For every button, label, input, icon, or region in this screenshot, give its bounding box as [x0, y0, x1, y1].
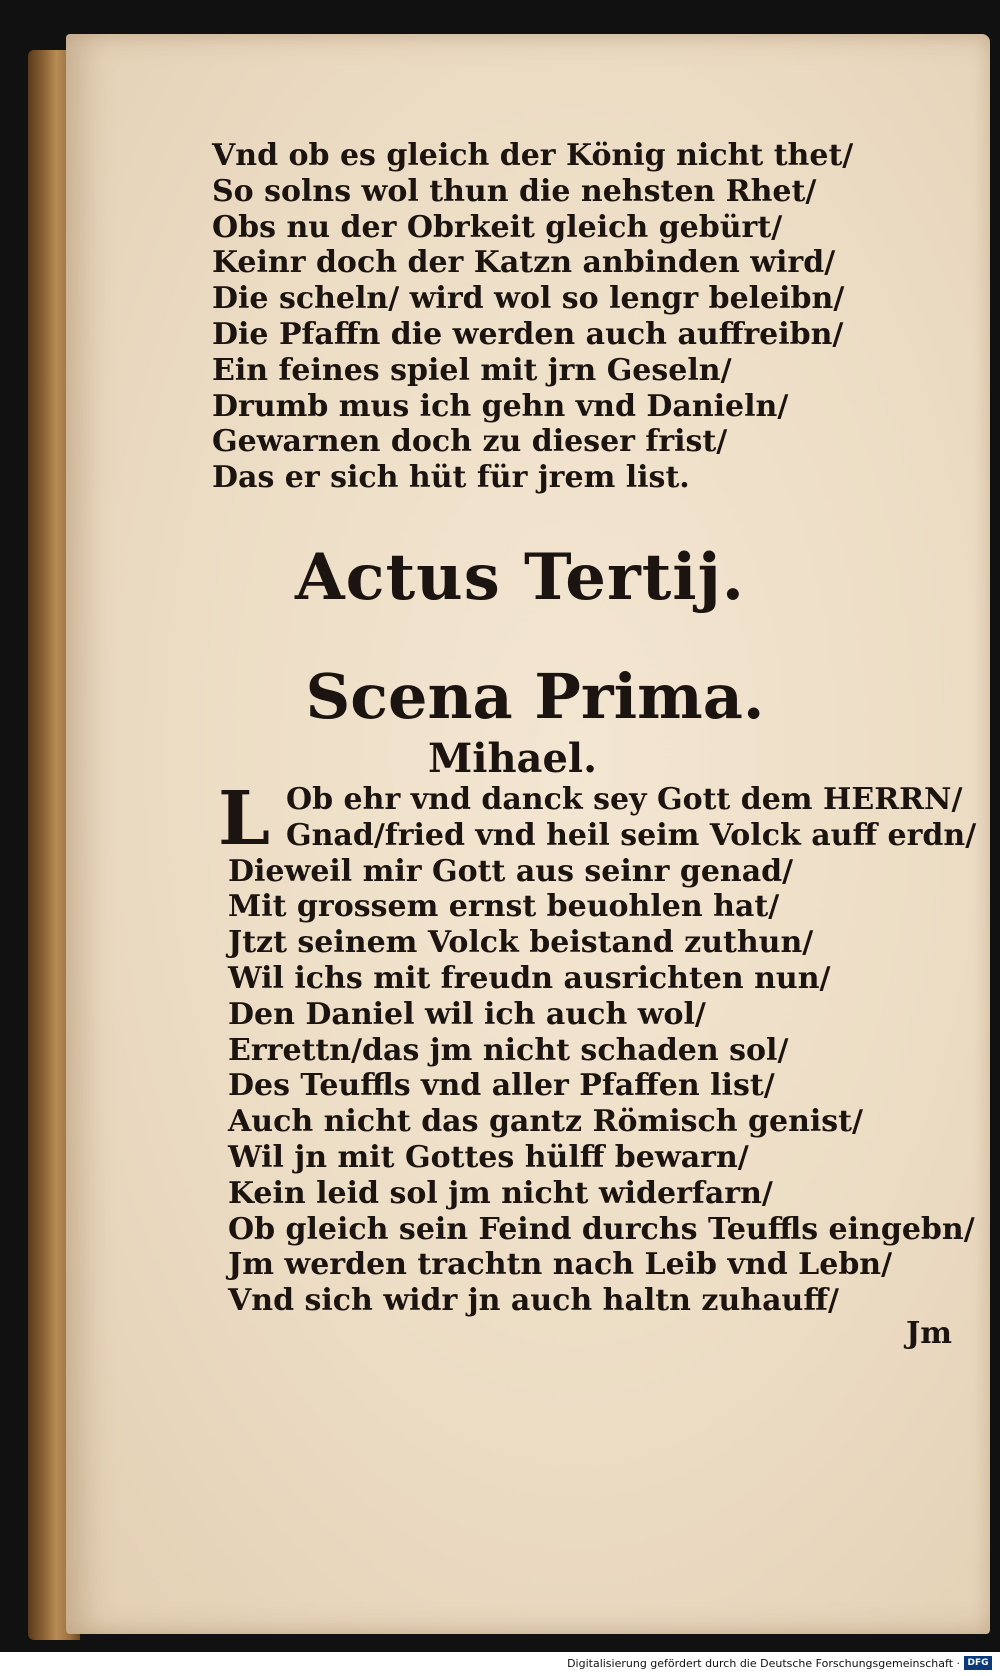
verse-line: Obs nu der Obrkeit gleich gebürt/ — [212, 209, 783, 245]
verse-line: Die Pfaffn die werden auch auffreibn/ — [212, 316, 844, 352]
verse-line: Ein feines spiel mit jrn Geseln/ — [212, 352, 732, 388]
speech-line: Ob gleich sein Feind durchs Teuffls eingebn/ — [228, 1211, 975, 1247]
speech-line: Errettn/das jm nicht schaden sol/ — [228, 1032, 789, 1068]
speech-line: Gnad/fried vnd heil seim Volck auff erdn/ — [286, 817, 977, 853]
verse-line: Keinr doch der Katzn anbinden wird/ — [212, 245, 836, 281]
speech-line: Des Teuffls vnd aller Pfaffen list/ — [228, 1068, 775, 1104]
speech-line: Ob ehr vnd danck sey Gott dem HERRN/ — [286, 782, 963, 817]
verse-line: Drumb mus ich gehn vnd Danieln/ — [212, 388, 789, 424]
speech-line: Auch nicht das gantz Römisch genist/ — [228, 1104, 863, 1140]
speech-line: Kein leid sol jm nicht widerfarn/ — [228, 1175, 773, 1211]
speech-line: Mit grossem ernst beuohlen hat/ — [228, 889, 780, 925]
catchword: Jm — [906, 1316, 952, 1351]
verse-line: Vnd ob es gleich der König nicht thet/ — [212, 138, 854, 173]
verse-block — [212, 138, 853, 496]
speech-block — [228, 782, 976, 1319]
act-title: Actus Tertij. — [294, 540, 746, 615]
speech-line: Den Daniel wil ich auch wol/ — [228, 996, 706, 1032]
speech-line: Dieweil mir Gott aus seinr genad/ — [228, 853, 794, 889]
verse-line: Das er sich hüt für jrem list. — [212, 460, 690, 496]
drop-cap: L — [218, 776, 271, 862]
footer-bar — [0, 1652, 1000, 1676]
funding-credit: Digitalisierung gefördert durch die Deutsche Forschungsgemeinschaft · — [567, 1657, 960, 1670]
verse-line: So solns wol thun die nehsten Rhet/ — [212, 173, 817, 209]
speech-line: Wil jn mit Gottes hülff bewarn/ — [228, 1139, 749, 1175]
dfg-logo: DFG — [964, 1656, 992, 1670]
speech-line: Jm werden trachtn nach Leib vnd Lebn/ — [228, 1247, 893, 1283]
verse-line: Die scheln/ wird wol so lengr beleibn/ — [212, 281, 845, 317]
speaker-name: Mihael. — [428, 735, 598, 782]
scene-title: Scena Prima. — [305, 660, 765, 733]
speech-line: Vnd sich widr jn auch haltn zuhauff/ — [228, 1283, 839, 1319]
speech-line: Wil ichs mit freudn ausrichten nun/ — [228, 960, 831, 996]
verse-line: Gewarnen doch zu dieser frist/ — [212, 424, 728, 460]
speech-line: Jtzt seinem Volck beistand zuthun/ — [228, 925, 814, 961]
